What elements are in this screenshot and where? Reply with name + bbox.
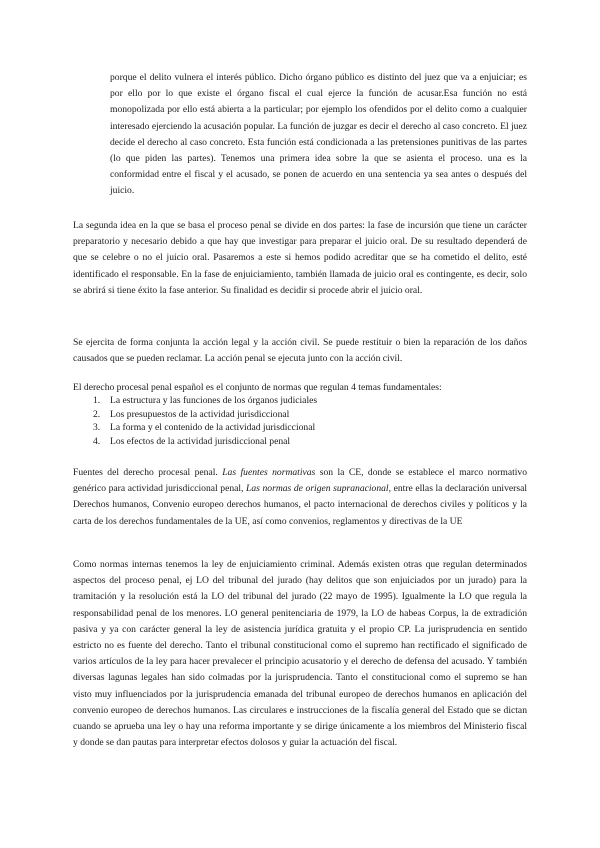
list-item-number: 4. bbox=[93, 435, 101, 447]
list-item bbox=[93, 394, 513, 408]
sources-text: , entre ellas la declaración universal Derechos humanos, Convenio europeo derechos humanos, el pacto internacional de derechos civiles y políticos y la carta de los derechos fundamentales de la UE, así como convenios, reglamentos y directivas de la UE bbox=[73, 483, 527, 527]
themes-list bbox=[93, 394, 513, 448]
paragraph-list-intro: El derecho procesal penal español es el conjunto de normas que regulan 4 temas fundamentales: bbox=[73, 382, 442, 393]
list-item bbox=[93, 435, 513, 449]
paragraph-indented: porque el delito vulnera el interés público. Dicho órgano público es distinto del juez que va a enjuiciar; es por ello por lo que existe el órgano fiscal el cual ejerce la función de acusar.Esa función no está monopolizada por ello está abierta a la particular; por ejemplo los ofendidos por el delito como a cualquier interesado ejerciendo la acusación popular. La función de juzgar es decir el derecho al caso concreto. El juez decide el derecho al caso concreto. Esta función está condicionada a las pretensiones punitivas de las partes (lo que piden las partes). Tenemos una primera idea sobre la que se asienta el proceso. una es la conformidad entre el fiscal y el acusado, se ponen de acuerdo en una sentencia ya sea antes o después del juicio. bbox=[110, 72, 527, 197]
sources-italic-supranational: Las normas de origen supranacional bbox=[246, 483, 389, 495]
list-item-number: 1. bbox=[93, 395, 101, 406]
paragraph-second-idea: La segunda idea en la que se basa el proceso penal se divide en dos partes: la fase de incursión que tiene un carácter preparatorio y necesario debido a que hay que investigar para preparar el juicio oral. De su resultado dependerá de que se celebre o no el juicio oral. Pasaremos a este si hemos podido acreditar que se ha cometido el delito, esté identificado el responsable. En la fase de enjuiciamiento, también llamada de juicio oral es contingente, es decir, solo se abrirá si tiene éxito la fase anterior. Su finalidad es decidir si procede abrir el juicio oral. bbox=[73, 220, 527, 296]
list-item-number: 2. bbox=[93, 408, 101, 420]
list-item bbox=[93, 421, 513, 435]
sources-text: son la CE, donde se establece el marco normativo genérico para actividad jurisdiccional penal, bbox=[73, 467, 527, 495]
sources-italic-normative: Las fuentes normativas bbox=[222, 467, 320, 478]
list-item-text: La forma y el contenido de la actividad jurisdiccional bbox=[110, 422, 316, 433]
paragraph-sources bbox=[73, 465, 527, 530]
list-item-text: Los efectos de la actividad jurisdiccional penal bbox=[110, 435, 291, 447]
paragraph-internal-norms: Como normas internas tenemos la ley de enjuiciamiento criminal. Además existen otras que regulan determinados aspectos del proceso penal, ej LO del tribunal del jurado (hay delitos que son enjuiciados por un jurado) para la tramitación y la resolución está la LO del tribunal del jurado (22 mayo de 1995). Igualmente la LO que regula la responsabilidad penal de los menores. LO general penitenciaria de 1979, la LO de habeas Corpus, la de extradición pasiva y ya con carácter general la ley de asistencia jurídica gratuita y el propio CP. La jurisprudencia en sentido estricto no es fuente del derecho. Tanto el tribunal constitucional como el supremo han rectificado el significado de varios artículos de la ley para hacer prevalecer el principio acusatorio y el derecho de defensa del acusado. Y también diversas lagunas legales han sido colmadas por la jurisprudencia. Tanto el constitucional como el supremo se han visto muy influenciados por la jurisprudencia emanada del tribunal europeo de derechos humanos en aplicación del convenio europeo de derechos humanos. Las circulares e instrucciones de la fiscalía general del Estado que se dictan cuando se aprueba una ley o hay una reforma importante y se dirige únicamente a los miembros del Ministerio fiscal y donde se dan pautas para interpretar efectos dolosos y guiar la actuación del fiscal. bbox=[73, 559, 527, 749]
sources-text: Fuentes del derecho procesal penal. bbox=[73, 467, 223, 478]
list-item-text: Los presupuestos de la actividad jurisdiccional bbox=[110, 408, 290, 420]
list-item bbox=[93, 408, 513, 422]
list-item-number: 3. bbox=[93, 422, 101, 433]
list-item-text: La estructura y las funciones de los órganos judiciales bbox=[110, 395, 318, 406]
paragraph-joint-action: Se ejercita de forma conjunta la acción legal y la acción civil. Se puede restituir o bien la reparación de los daños causados que se pueden reclamar. La acción penal se ejecuta junto con la acción civil. bbox=[73, 337, 527, 365]
